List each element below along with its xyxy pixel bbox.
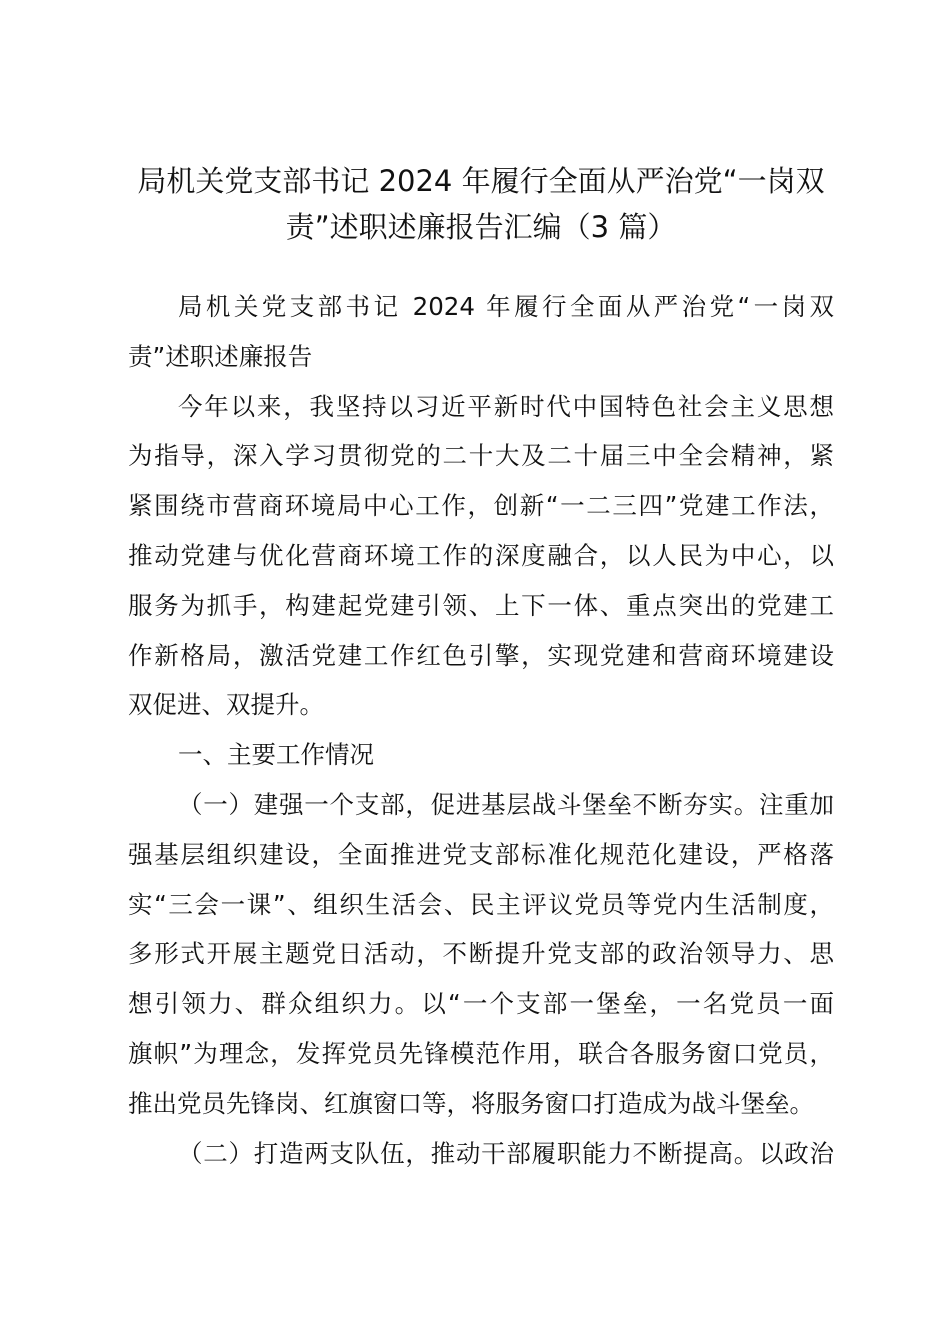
- paragraph-line: 服务为抓手，构建起党建引领、上下一体、重点突出的党建工: [128, 590, 834, 620]
- subtitle-line: 局机关党支部书记 2024 年履行全面从严治党“一岗双: [178, 292, 834, 321]
- paragraph-line: （二）打造两支队伍，推动干部履职能力不断提高。以政治: [178, 1138, 834, 1168]
- paragraph-line: 推出党员先锋岗、红旗窗口等，将服务窗口打造成为战斗堡垒。: [128, 1088, 814, 1118]
- paragraph-line: 推动党建与优化营商环境工作的深度融合，以人民为中心，以: [128, 540, 834, 570]
- paragraph-line: 紧围绕市营商环境局中心工作，创新“一二三四”党建工作法，: [128, 491, 834, 521]
- paragraph-line: 实“三会一课”、组织生活会、民主评议党员等党内生活制度，: [128, 889, 834, 919]
- document-body: [128, 282, 834, 1178]
- title-line: 局机关党支部书记 2024 年履行全面从严治党“一岗双: [137, 164, 825, 198]
- paragraph-line: 多形式开展主题党日活动，不断提升党支部的政治领导力、思: [128, 939, 834, 969]
- paragraph-line: 作新格局，激活党建工作红色引擎，实现党建和营商环境建设: [128, 640, 834, 670]
- paragraph-line: （一）建强一个支部，促进基层战斗堡垒不断夯实。注重加: [178, 789, 834, 819]
- section-heading: 一、主要工作情况: [178, 740, 374, 770]
- paragraph-line: 强基层组织建设，全面推进党支部标准化规范化建设，严格落: [128, 839, 834, 869]
- paragraph-line: 想引领力、群众组织力。以“一个支部一堡垒，一名党员一面: [128, 989, 834, 1019]
- paragraph-line: 旗帜”为理念，发挥党员先锋模范作用，联合各服务窗口党员，: [128, 1038, 834, 1068]
- document-title: [128, 158, 834, 250]
- subtitle-line: 责”述职述廉报告: [128, 341, 313, 371]
- paragraph-line: 今年以来，我坚持以习近平新时代中国特色社会主义思想: [178, 391, 834, 421]
- paragraph-line: 为指导，深入学习贯彻党的二十大及二十届三中全会精神，紧: [128, 441, 834, 471]
- title-line: 责”述职述廉报告汇编（3 篇）: [285, 210, 677, 244]
- paragraph-line: 双促进、双提升。: [128, 690, 324, 720]
